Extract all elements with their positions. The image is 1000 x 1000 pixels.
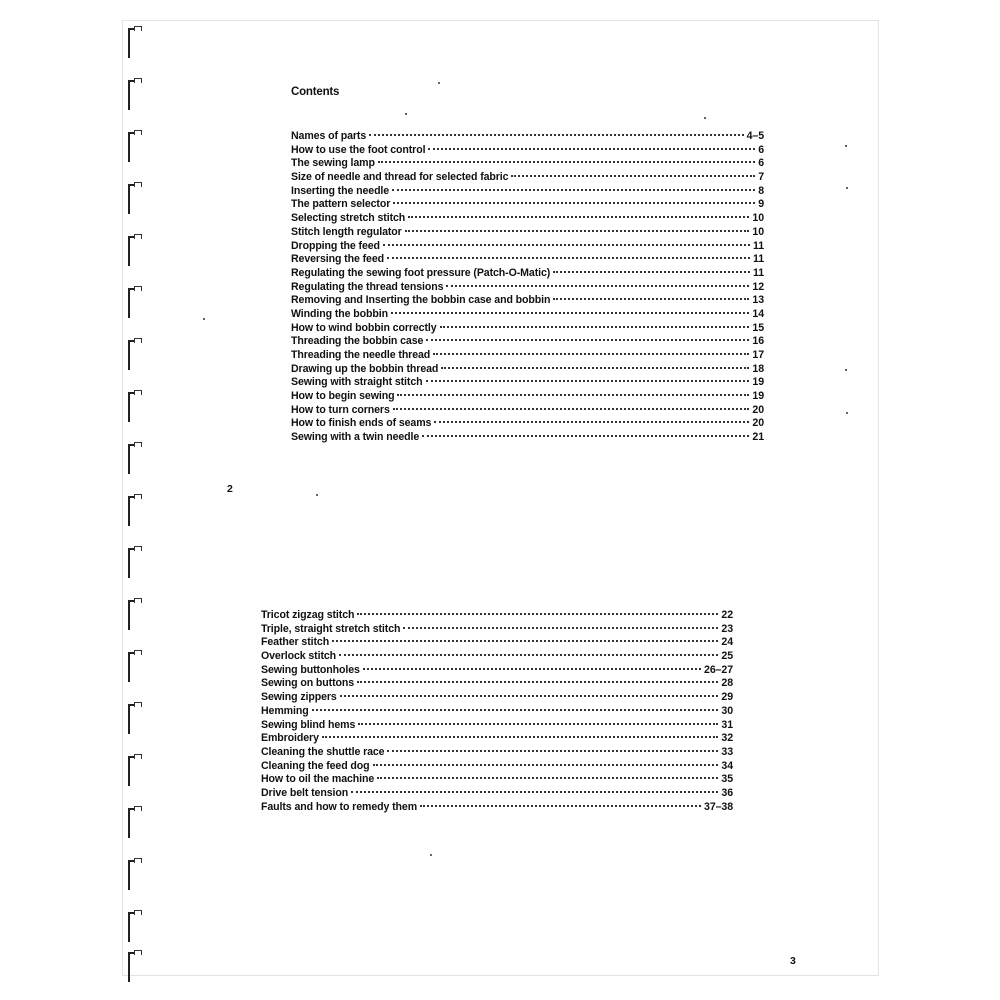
toc-entry-page: 30	[721, 704, 733, 717]
toc-entry-page: 20	[752, 403, 764, 416]
toc-entry-page: 25	[721, 650, 733, 663]
toc-entry-page: 16	[752, 335, 764, 348]
toc-entry-page: 36	[721, 786, 733, 799]
page-number-left: 2	[227, 483, 233, 495]
toc-entry-label: Sewing buttonholes	[261, 663, 360, 676]
toc-entry-label: Hemming	[261, 704, 309, 717]
toc-entry-label: Names of parts	[291, 130, 367, 142]
binding-ring	[128, 288, 140, 318]
toc-entry-page: 37–38	[704, 800, 733, 813]
toc-entry-label: Dropping the feed	[291, 239, 380, 252]
spiral-binding	[122, 22, 152, 982]
scan-speck	[430, 854, 432, 856]
scan-speck	[203, 318, 205, 320]
toc-entry-label: The sewing lamp	[291, 157, 375, 170]
toc-entry-label: Size of needle and thread for selected fabric	[291, 171, 509, 184]
toc-entry-page: 19	[752, 376, 764, 389]
toc-entry-page: 24	[721, 636, 733, 649]
scan-speck	[316, 494, 318, 496]
toc-entry-page: 6	[758, 143, 764, 156]
toc-entry-label: Threading the needle thread	[291, 349, 431, 361]
toc-entry-label: Overlock stitch	[261, 650, 337, 663]
toc-entry-page: 20	[752, 417, 764, 430]
toc-entry-label: Drive belt tension	[261, 786, 349, 799]
toc-entry-label: Stitch length regulator	[291, 225, 402, 238]
toc-entry-page: 32	[721, 732, 733, 745]
toc-entry-page: 15	[752, 321, 764, 334]
toc-entry-page: 9	[758, 198, 764, 211]
scan-speck	[845, 145, 847, 147]
toc-entry-page: 23	[721, 622, 733, 635]
toc-entry-page: 11	[753, 239, 764, 252]
contents-title: Contents	[291, 86, 340, 98]
toc-entry-page: 14	[752, 307, 764, 320]
scan-speck	[845, 369, 847, 371]
toc-entry-page: 22	[721, 609, 733, 621]
binding-ring	[128, 28, 140, 58]
toc-entry-label: How to turn corners	[291, 403, 390, 416]
binding-ring	[128, 132, 140, 162]
toc-entry-label: Sewing blind hems	[261, 718, 356, 731]
toc-entry-page: 28	[721, 677, 733, 690]
toc-entry-page: 19	[752, 390, 764, 403]
toc-entry-page: 4–5	[746, 130, 764, 142]
toc-entry-page: 10	[752, 225, 764, 238]
toc-entry-label: Triple, straight stretch stitch	[261, 622, 401, 635]
toc-entry-label: How to begin sewing	[291, 390, 395, 403]
toc-entry-label: Cleaning the shuttle race	[261, 745, 385, 758]
toc-entry-page: 11	[753, 253, 764, 266]
binding-ring	[128, 952, 140, 982]
toc-entry-page: 6	[758, 157, 764, 170]
binding-ring	[128, 600, 140, 630]
toc-entry-page: 18	[752, 362, 764, 375]
toc-entry-label: Winding the bobbin	[291, 307, 388, 320]
binding-ring	[128, 912, 140, 942]
toc-entry-page: 12	[752, 280, 764, 293]
binding-ring	[128, 496, 140, 526]
toc-list-left	[291, 124, 764, 444]
toc-entry-label: Reversing the feed	[291, 253, 384, 266]
dot-leader	[420, 792, 701, 807]
binding-ring	[128, 704, 140, 734]
binding-ring	[128, 236, 140, 266]
toc-entry-label: Sewing with a twin needle	[291, 431, 420, 444]
toc-entry-page: 13	[752, 294, 764, 307]
toc-entry-label: Cleaning the feed dog	[261, 759, 370, 772]
binding-ring	[128, 652, 140, 682]
toc-entry-label: How to use the foot control	[291, 143, 426, 156]
toc-entry-label: Regulating the thread tensions	[291, 280, 444, 293]
binding-ring	[128, 808, 140, 838]
toc-entry-page: 33	[721, 745, 733, 758]
toc-list-right	[261, 603, 733, 813]
toc-entry-label: Threading the bobbin case	[291, 335, 424, 348]
binding-ring	[128, 392, 140, 422]
toc-entry-label: Selecting stretch stitch	[291, 212, 406, 225]
toc-entry-page: 7	[758, 171, 764, 184]
binding-ring	[128, 80, 140, 110]
scan-speck	[704, 117, 706, 119]
toc-entry-label: Sewing with straight stitch	[291, 376, 423, 389]
toc-entry-label: Sewing on buttons	[261, 677, 355, 690]
toc-entry-label: Regulating the sewing foot pressure (Patch-O-Matic)	[291, 266, 551, 279]
toc-entry-label: Removing and Inserting the bobbin case and bobbin	[291, 294, 551, 307]
toc-entry-label: Sewing zippers	[261, 691, 337, 704]
toc-entry-page: 8	[758, 184, 764, 197]
toc-entry-label: How to wind bobbin correctly	[291, 321, 437, 334]
scan-speck	[846, 187, 848, 189]
toc-entry-page: 11	[753, 266, 764, 279]
toc-entry-label: How to oil the machine	[261, 773, 375, 786]
toc-entry-label: Feather stitch	[261, 636, 330, 649]
toc-entry-page: 29	[721, 691, 733, 704]
toc-entry-page: 31	[721, 718, 733, 731]
toc-entry-page: 35	[721, 773, 733, 786]
scan-speck	[846, 412, 848, 414]
dot-leader	[422, 422, 749, 437]
toc-entry-page: 10	[752, 212, 764, 225]
scan-speck	[438, 82, 440, 84]
scan-speck	[405, 113, 407, 115]
binding-ring	[128, 340, 140, 370]
toc-entry-page: 21	[752, 431, 764, 444]
toc-entry-label: Embroidery	[261, 732, 319, 745]
toc-entry-page: 26–27	[704, 663, 733, 676]
toc-entry-label: The pattern selector	[291, 198, 391, 211]
binding-ring	[128, 860, 140, 890]
page-number-right: 3	[790, 955, 796, 967]
binding-ring	[128, 184, 140, 214]
binding-ring	[128, 756, 140, 786]
toc-entry-label: Tricot zigzag stitch	[261, 609, 355, 621]
toc-entry-page: 17	[752, 349, 764, 361]
toc-entry-label: Inserting the needle	[291, 184, 390, 197]
toc-entry-page: 34	[721, 759, 733, 772]
binding-ring	[128, 548, 140, 578]
binding-ring	[128, 444, 140, 474]
toc-entry-label: How to finish ends of seams	[291, 417, 432, 430]
toc-entry-label: Faults and how to remedy them	[261, 800, 418, 813]
toc-entry-label: Drawing up the bobbin thread	[291, 362, 439, 375]
